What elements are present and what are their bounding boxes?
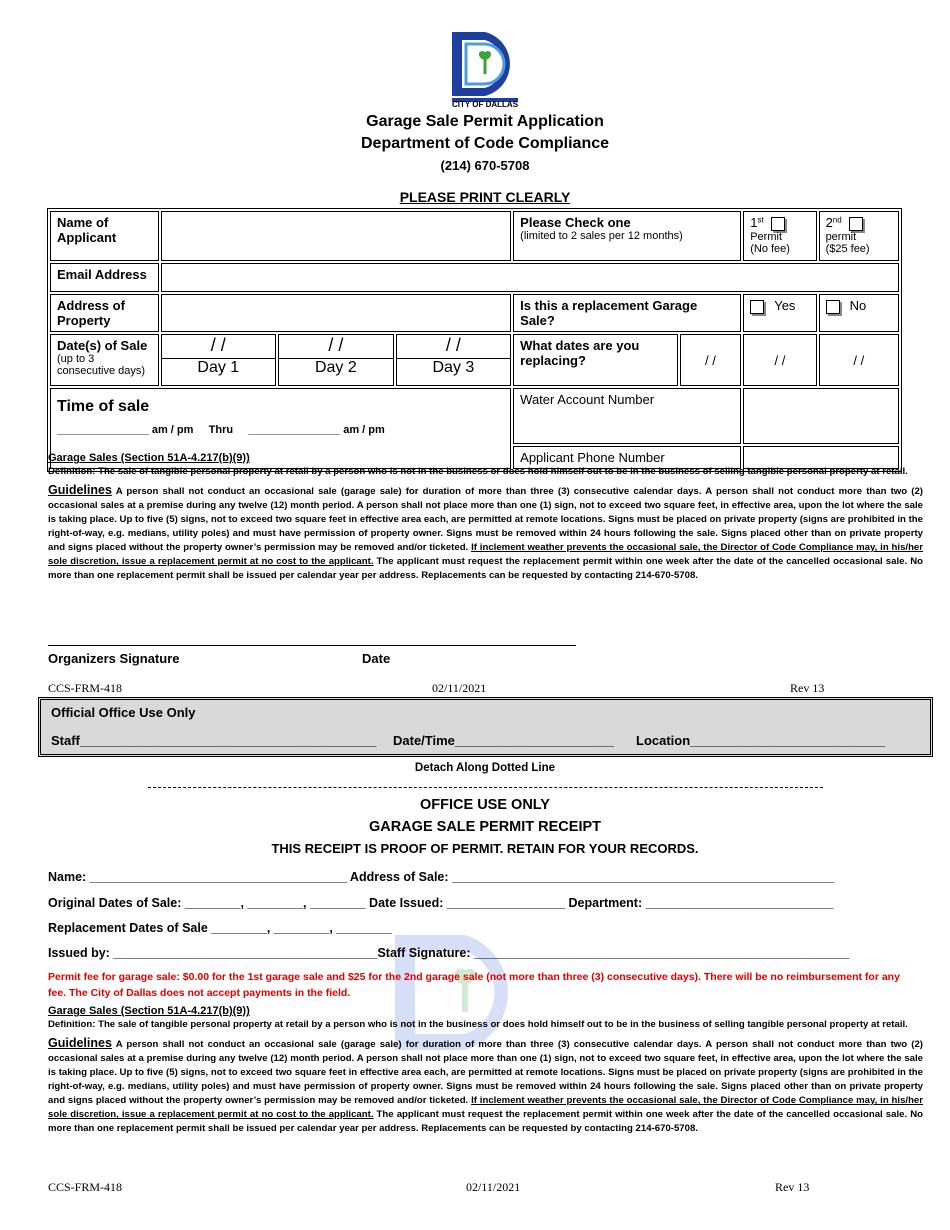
guidelines-section-bottom <box>48 1004 923 1136</box>
section-title: Garage Sales (Section 51A-4.217(b)(9)) <box>48 452 250 464</box>
replacing-date-3[interactable]: / / <box>819 334 899 386</box>
office-title: Official Office Use Only <box>51 705 196 720</box>
guidelines-section-top <box>48 451 923 583</box>
signature-line[interactable] <box>48 645 576 646</box>
guidelines-title: Guidelines <box>48 483 112 497</box>
city-of-dallas-logo <box>440 28 530 110</box>
time-input-line[interactable]: _______________ am / pm Thru _______________ am / pm <box>57 424 385 436</box>
official-office-box <box>38 697 933 757</box>
definition: Definition: The sale of tangible personal property at retail by a person who is not in the business or does hold himself out to be in the business of selling tangible personal property at retail. <box>48 466 908 477</box>
first-permit-fee: (No fee) <box>750 243 790 256</box>
guidelines-body-2-bottom: The applicant must request the replacement permit within one week after the date of the cancelled occasional sale. No more than one replacement permit shall be issued per calendar year per address. Replacements can be requested by contacting 214-670-5708. <box>48 1109 923 1134</box>
phone-label: Applicant Phone Number <box>513 446 741 469</box>
email-input[interactable] <box>161 263 899 292</box>
second-permit-cell <box>819 211 899 261</box>
yes-checkbox[interactable] <box>750 300 764 314</box>
guidelines-body-1: A person shall not conduct an occasional sale (garage sale) for duration of more than three (3) consecutive calendar days. A person shall not conduct more than two (2) occasional sales at a premise during any twelve (12) month period. A person shall not place more than one (1) sign, not to exceed two square feet, in effective area, upon the lot where the sale is taking place. Up to five (5) signs, not to exceed two square feet in effective area each, are permitted at remote locations. Signs must be placed on private property (signs are prohibited in the right-of-way, e.g. medians, utility poles) and must have permission of property owner. Signs must be removed within 24 hours following the sale. Signs placed other than on private property and signs placed without the property owner’s permission may be removed and/or ticketed. <box>48 486 923 553</box>
no-checkbox[interactable] <box>826 300 840 314</box>
logo-text: CITY OF DALLAS <box>451 100 519 109</box>
check-sub: (limited to 2 sales per 12 months) <box>520 230 683 242</box>
organizer-signature-label: Organizers Signature <box>48 651 180 666</box>
day2-cell <box>278 334 394 386</box>
first-permit-cell <box>743 211 816 261</box>
department-name: Department of Code Compliance <box>360 135 610 152</box>
dotted-cut-line <box>148 787 823 788</box>
receipt-name-line[interactable]: Name: _____________________________________ Address of Sale: _______________________________________________________ <box>48 870 835 884</box>
second-permit-label: permit <box>825 231 857 244</box>
day2-date-input[interactable]: / / <box>279 335 393 359</box>
day1-date-input[interactable]: / / <box>162 335 276 359</box>
signature-date-label: Date <box>362 651 391 666</box>
receipt-title-3: THIS RECEIPT IS PROOF OF PERMIT. RETAIN FOR YOUR RECORDS. <box>271 841 699 856</box>
receipt-original-dates-line[interactable]: Original Dates of Sale: ________, ________, ________ Date Issued: _________________ Department: ___________________________ <box>48 896 834 910</box>
check-one-cell <box>513 211 741 261</box>
form-rev-top: Rev 13 <box>790 681 825 695</box>
email-label: Email Address <box>50 263 159 292</box>
receipt-issued-line[interactable]: Issued by: ______________________________________Staff Signature: ______________________________________________________ <box>48 946 850 960</box>
replacing-date-1[interactable]: / / <box>680 334 742 386</box>
print-note: PLEASE PRINT CLEARLY <box>399 189 571 205</box>
office-datetime[interactable]: Date/Time______________________ <box>393 733 614 748</box>
first-permit-checkbox[interactable] <box>771 217 785 231</box>
guidelines-text <box>48 483 923 583</box>
day3-cell <box>396 334 512 386</box>
time-label: Time of sale <box>57 398 150 415</box>
second-permit-checkbox[interactable] <box>849 217 863 231</box>
guidelines-underlined: If inclement weather prevents the occasional sale, the Director of Code Compliance may, in his/her sole discretion, issue a replacement permit at no cost to the applicant. <box>48 542 924 567</box>
guidelines-body-2: The applicant must request the replacement permit within one week after the date of the cancelled occasional sale. No more than one replacement permit shall be issued per calendar year per address. Replacements can be requested by contacting 214-670-5708. <box>48 556 923 581</box>
no-cell <box>819 294 899 332</box>
first-permit-label: Permit <box>750 231 782 244</box>
section-title-bottom: Garage Sales (Section 51A-4.217(b)(9)) <box>48 1005 250 1017</box>
second-sup: nd <box>832 215 842 225</box>
department-phone: (214) 670-5708 <box>440 158 530 173</box>
check-label: Please Check one <box>520 215 631 230</box>
day3-label: Day 3 <box>432 359 475 376</box>
form-id-top: CCS-FRM-418 <box>48 681 123 695</box>
form-date-bottom: 02/11/2021 <box>466 1180 521 1194</box>
second-permit-fee: ($25 fee) <box>825 243 870 256</box>
day1-cell <box>161 334 277 386</box>
name-label: Name of Applicant <box>50 211 159 261</box>
first-sup: st <box>757 215 764 225</box>
receipt-title-1: OFFICE USE ONLY <box>420 797 550 813</box>
guidelines-text-bottom <box>48 1036 923 1136</box>
replacing-question: What dates are you replacing? <box>513 334 677 386</box>
day3-date-input[interactable]: / / <box>397 335 511 359</box>
application-table <box>47 208 902 472</box>
receipt-title-2: GARAGE SALE PERMIT RECEIPT <box>368 819 602 835</box>
name-input[interactable] <box>161 211 512 261</box>
replacement-question: Is this a replacement Garage Sale? <box>513 294 741 332</box>
guidelines-title-bottom: Guidelines <box>48 1036 112 1050</box>
definition-bottom: Definition: The sale of tangible personal property at retail by a person who is not in the business or does hold himself out to be in the business of selling tangible personal property at retail. <box>48 1019 908 1030</box>
form-date-top: 02/11/2021 <box>432 681 487 695</box>
water-label: Water Account Number <box>513 388 741 444</box>
water-input[interactable] <box>743 388 899 444</box>
yes-label: Yes <box>774 298 796 313</box>
address-input[interactable] <box>161 294 512 332</box>
detach-label: Detach Along Dotted Line <box>414 762 556 774</box>
fee-notice: Permit fee for garage sale: $0.00 for the 1st garage sale and $25 for the 2nd garage sale (not more than three (3) consecutive days). There will be no reimbursement for any fee. The City of Dallas does not accept payments in the field. <box>48 971 900 999</box>
office-staff[interactable]: Staff_________________________________________ <box>51 733 377 748</box>
receipt-replacement-dates-line[interactable]: Replacement Dates of Sale ________, ________, ________ <box>48 921 392 935</box>
no-label: No <box>849 298 867 313</box>
form-title: Garage Sale Permit Application <box>366 113 604 130</box>
day1-label: Day 1 <box>197 359 240 376</box>
yes-cell <box>743 294 816 332</box>
first-num: 1 <box>750 215 758 230</box>
second-num: 2 <box>825 215 833 230</box>
dates-label: Date(s) of Sale <box>57 338 148 353</box>
form-rev-bottom: Rev 13 <box>775 1180 810 1194</box>
dates-label-cell <box>50 334 159 386</box>
guidelines-underlined-bottom: If inclement weather prevents the occasional sale, the Director of Code Compliance may, in his/her sole discretion, issue a replacement permit at no cost to the applicant. <box>48 1095 924 1120</box>
day2-label: Day 2 <box>314 359 357 376</box>
form-id-bottom: CCS-FRM-418 <box>48 1180 123 1194</box>
replacing-date-2[interactable]: / / <box>743 334 816 386</box>
guidelines-body-1-bottom: A person shall not conduct an occasional sale (garage sale) for duration of more than three (3) consecutive calendar days. A person shall not conduct more than two (2) occasional sales at a premise during any twelve (12) month period. A person shall not place more than one (1) sign, not to exceed two square feet, in effective area, upon the lot where the sale is taking place. Up to five (5) signs, not to exceed two square feet in effective area each, are permitted at remote locations. Signs must be placed on private property (signs are prohibited in the right-of-way, e.g. medians, utility poles) and must have permission of property owner. Signs must be removed within 24 hours following the sale. Signs placed other than on private property and signs placed without the property owner’s permission may be removed and/or ticketed. <box>48 1039 923 1106</box>
dates-sub: (up to 3 consecutive days) <box>57 353 146 377</box>
office-location[interactable]: Location___________________________ <box>636 733 886 748</box>
address-label: Address of Property <box>50 294 159 332</box>
